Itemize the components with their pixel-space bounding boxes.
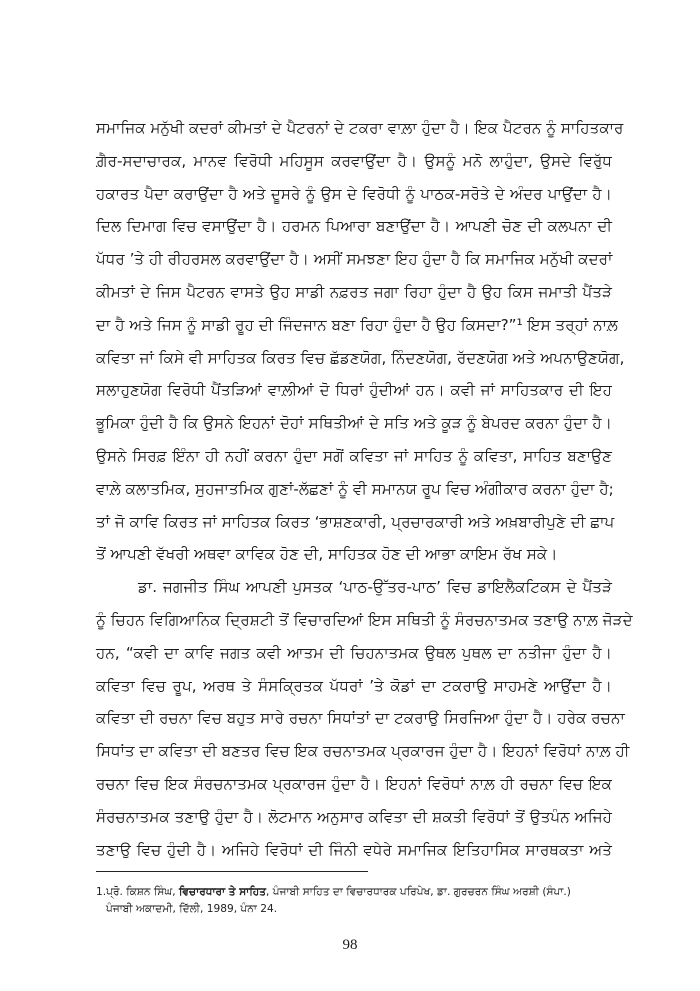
text-line: ਉਸਨੇ ਸਿਰਫ਼ ਇੰਨਾ ਹੀ ਨਹੀਂ ਕਰਨਾ ਹੁੰਦਾ ਸਗੋਂ ਕਵਿਤਾ ਜਾਂ ਸਾਹਿਤ ਨੂੰ ਕਵਿਤਾ, ਸਾਹਿਤ ਬਣਾਉਣ (96, 446, 612, 465)
text-line: ਸਲਾਹੁਣਯੋਗ ਵਿਰੋਧੀ ਪੈਂਤੜਿਆਂ ਵਾਲ਼ੀਆਂ ਦੋ ਧਿਰਾਂ ਹੁੰਦੀਆਂ ਹਨ। ਕਵੀ ਜਾਂ ਸਾਹਿਤਕਾਰ ਦੀ ਇਹ (96, 381, 612, 400)
footnote (96, 884, 616, 918)
footnote-title: ਵਿਚਾਰਧਾਰਾ ਤੇ ਸਾਹਿਤ (179, 886, 267, 898)
text-line: ਤਣਾਉ ਵਿਚ ਹੁੰਦੀ ਹੈ। ਅਜਿਹੇ ਵਿਰੋਧਾਂ ਦੀ ਜਿੰਨੀ ਵਧੇਰੇ ਸਮਾਜਿਕ ਇਤਿਹਾਸਿਕ ਸਾਰਥਕਤਾ ਅਤੇ (96, 840, 612, 859)
footnote-source: , ਪੰਜਾਬੀ ਸਾਹਿਤ ਦਾ ਵਿਚਾਰਧਾਰਕ ਪਰਿਪੇਖ, ਡਾ. ਗੁਰਚਰਨ ਸਿੰਘ ਅਰਸ਼ੀ (ਸੰਪਾ.) (266, 886, 571, 898)
text-line: ਕਵਿਤਾ ਵਿਚ ਰੂਪ, ਅਰਥ ਤੇ ਸੰਸਕ੍ਰਿਤਕ ਪੱਧਰਾਂ ’ਤੇ ਕੋਡਾਂ ਦਾ ਟਕਰਾਉ ਸਾਹਮਣੇ ਆਉਂਦਾ ਹੈ। (96, 676, 612, 695)
page-number: 98 (342, 937, 358, 953)
text-line: ਸੰਰਚਨਾਤਮਕ ਤਣਾਉ ਹੁੰਦਾ ਹੈ। ਲੋਟਮਾਨ ਅਨੁਸਾਰ ਕਵਿਤਾ ਦੀ ਸ਼ਕਤੀ ਵਿਰੋਧਾਂ ਤੋਂ ਉਤਪੰਨ ਅਜਿਹੇ (96, 807, 612, 826)
footnote-author: 1.ਪ੍ਰੋ. ਕਿਸ਼ਨ ਸਿੰਘ, (96, 886, 180, 898)
text-line: ਹਨ, “ਕਵੀ ਦਾ ਕਾਵਿ ਜਗਤ ਕਵੀ ਆਤਮ ਦੀ ਚਿਹਨਾਤਮਕ ਉਥਲ ਪੁਥਲ ਦਾ ਨਤੀਜਾ ਹੁੰਦਾ ਹੈ। (96, 643, 612, 662)
text-line: ਹਕਾਰਤ ਪੈਦਾ ਕਰਾਉਂਦਾ ਹੈ ਅਤੇ ਦੂਸਰੇ ਨੂੰ ਉਸ ਦੇ ਵਿਰੋਧੀ ਨੂੰ ਪਾਠਕ-ਸਰੋਤੇ ਦੇ ਅੰਦਰ ਪਾਉਂਦਾ ਹੈ। (96, 184, 612, 203)
text-line: ਨੂੰ ਚਿਹਨ ਵਿਗਿਆਨਿਕ ਦ੍ਰਿਸ਼ਟੀ ਤੋਂ ਵਿਚਾਰਦਿਆਂ ਇਸ ਸਥਿਤੀ ਨੂੰ ਸੰਰਚਨਾਤਮਕ ਤਣਾਉ ਨਾਲ਼ ਜੋੜਦੇ (96, 610, 633, 629)
text-line: ਦਾ ਹੈ ਅਤੇ ਜਿਸ ਨੂੰ ਸਾਡੀ ਰੂਹ ਦੀ ਜਿੰਦਜਾਨ ਬਣਾ ਰਿਹਾ ਹੁੰਦਾ ਹੈ ਉਹ ਕਿਸਦਾ?”¹ ਇਸ ਤਰ੍ਹਾਂ ਨਾਲ਼ (96, 315, 618, 334)
text-line: ਤੋਂ ਆਪਣੀ ਵੱਖਰੀ ਅਥਵਾ ਕਾਵਿਕ ਹੋਣ ਦੀ, ਸਾਹਿਤਕ ਹੋਣ ਦੀ ਆਭਾ ਕਾਇਮ ਰੱਖ ਸਕੇ। (96, 545, 558, 564)
text-line: ਦਿਲ ਦਿਮਾਗ ਵਿਚ ਵਸਾਉਂਦਾ ਹੈ। ਹਰਮਨ ਪਿਆਰਾ ਬਣਾਉਂਦਾ ਹੈ। ਆਪਣੀ ਚੋਣ ਦੀ ਕਲਪਨਾ ਦੀ (96, 217, 612, 236)
footnote-divider (96, 871, 368, 872)
footnote-line-1 (96, 884, 616, 901)
text-line: ਭੂਮਿਕਾ ਹੁੰਦੀ ਹੈ ਕਿ ਉਸਨੇ ਇਹਨਾਂ ਦੋਹਾਂ ਸਥਿਤੀਆਂ ਦੇ ਸਤਿ ਅਤੇ ਕੂੜ ਨੂੰ ਬੇਪਰਦ ਕਰਨਾ ਹੁੰਦਾ ਹੈ। (96, 414, 612, 433)
text-line: ਗ਼ੈਰ-ਸਦਾਚਾਰਕ, ਮਾਨਵ ਵਿਰੋਧੀ ਮਹਿਸੂਸ ਕਰਵਾਉਂਦਾ ਹੈ। ਉਸਨੂੰ ਮਨੋ ਲਾਹੁੰਦਾ, ਉਸਦੇ ਵਿਰੁੱਧ (96, 151, 612, 170)
text-line: ਸਿਧਾਂਤ ਦਾ ਕਵਿਤਾ ਦੀ ਬਣਤਰ ਵਿਚ ਇਕ ਰਚਨਾਤਮਕ ਪ੍ਰਕਾਰਜ ਹੁੰਦਾ ਹੈ। ਇਹਨਾਂ ਵਿਰੋਧਾਂ ਨਾਲ਼ ਹੀ (96, 742, 630, 761)
text-line: ਪੱਧਰ ’ਤੇ ਹੀ ਰੀਹਰਸਲ ਕਰਵਾਉਂਦਾ ਹੈ। ਅਸੀਂ ਸਮਝਣਾ ਇਹ ਹੁੰਦਾ ਹੈ ਕਿ ਸਮਾਜਿਕ ਮਨੁੱਖੀ ਕਦਰਾਂ (96, 250, 613, 269)
footnote-line-2: ਪੰਜਾਬੀ ਅਕਾਦਮੀ, ਦਿੱਲੀ, 1989, ਪੰਨਾ 24. (106, 903, 278, 915)
body-text (96, 112, 633, 866)
text-line: ਰਚਨਾ ਵਿਚ ਇਕ ਸੰਰਚਨਾਤਮਕ ਪ੍ਰਕਾਰਜ ਹੁੰਦਾ ਹੈ। ਇਹਨਾਂ ਵਿਰੋਧਾਂ ਨਾਲ਼ ਹੀ ਰਚਨਾ ਵਿਚ ਇਕ (96, 774, 612, 793)
paragraph-start-line: ਡਾ. ਜਗਜੀਤ ਸਿੰਘ ਆਪਣੀ ਪੁਸਤਕ ‘ਪਾਠ-ਉੱਤਰ-ਪਾਠ’ ਵਿਚ ਡਾਇਲੈਕਟਿਕਸ ਦੇ ਪੈਂਤੜੇ (138, 578, 612, 597)
text-line: ਸਮਾਜਿਕ ਮਨੁੱਖੀ ਕਦਰਾਂ ਕੀਮਤਾਂ ਦੇ ਪੈਟਰਨਾਂ ਦੇ ਟਕਰਾ ਵਾਲ਼ਾ ਹੁੰਦਾ ਹੈ। ਇਕ ਪੈਟਰਨ ਨੂੰ ਸਾਹਿਤਕਾਰ (96, 119, 624, 137)
text-line: ਵਾਲ਼ੇ ਕਲਾਤਮਿਕ, ਸੁਹਜਾਤਮਿਕ ਗੁਣਾਂ-ਲੱਛਣਾਂ ਨੂੰ ਵੀ ਸਮਾਨਯ ਰੂਪ ਵਿਚ ਅੰਗੀਕਾਰ ਕਰਨਾ ਹੁੰਦਾ ਹੈ; (96, 479, 614, 498)
text-line: ਕਵਿਤਾ ਜਾਂ ਕਿਸੇ ਵੀ ਸਾਹਿਤਕ ਕਿਰਤ ਵਿਚ ਛੱਡਣਯੋਗ, ਨਿੰਦਣਯੋਗ, ਰੱਦਣਯੋਗ ਅਤੇ ਅਪਨਾਉਣਯੋਗ, (96, 348, 625, 367)
text-line: ਕਵਿਤਾ ਦੀ ਰਚਨਾ ਵਿਚ ਬਹੁਤ ਸਾਰੇ ਰਚਨਾ ਸਿਧਾਂਤਾਂ ਦਾ ਟਕਰਾਉ ਸਿਰਜਿਆ ਹੁੰਦਾ ਹੈ। ਹਰੇਕ ਰਚਨਾ (96, 709, 625, 728)
text-line: ਕੀਮਤਾਂ ਦੇ ਜਿਸ ਪੈਟਰਨ ਵਾਸਤੇ ਉਹ ਸਾਡੀ ਨਫ਼ਰਤ ਜਗਾ ਰਿਹਾ ਹੁੰਦਾ ਹੈ ਉਹ ਕਿਸ ਜਮਾਤੀ ਪੈਂਤੜੇ (96, 282, 612, 301)
text-line: ਤਾਂ ਜੋ ਕਾਵਿ ਕਿਰਤ ਜਾਂ ਸਾਹਿਤਕ ਕਿਰਤ ‘ਭਾਸ਼ਣਕਾਰੀ, ਪ੍ਰਚਾਰਕਾਰੀ ਅਤੇ ਅਖ਼ਬਾਰੀਪੁਣੇ ਦੀ ਛਾਪ (96, 512, 615, 531)
